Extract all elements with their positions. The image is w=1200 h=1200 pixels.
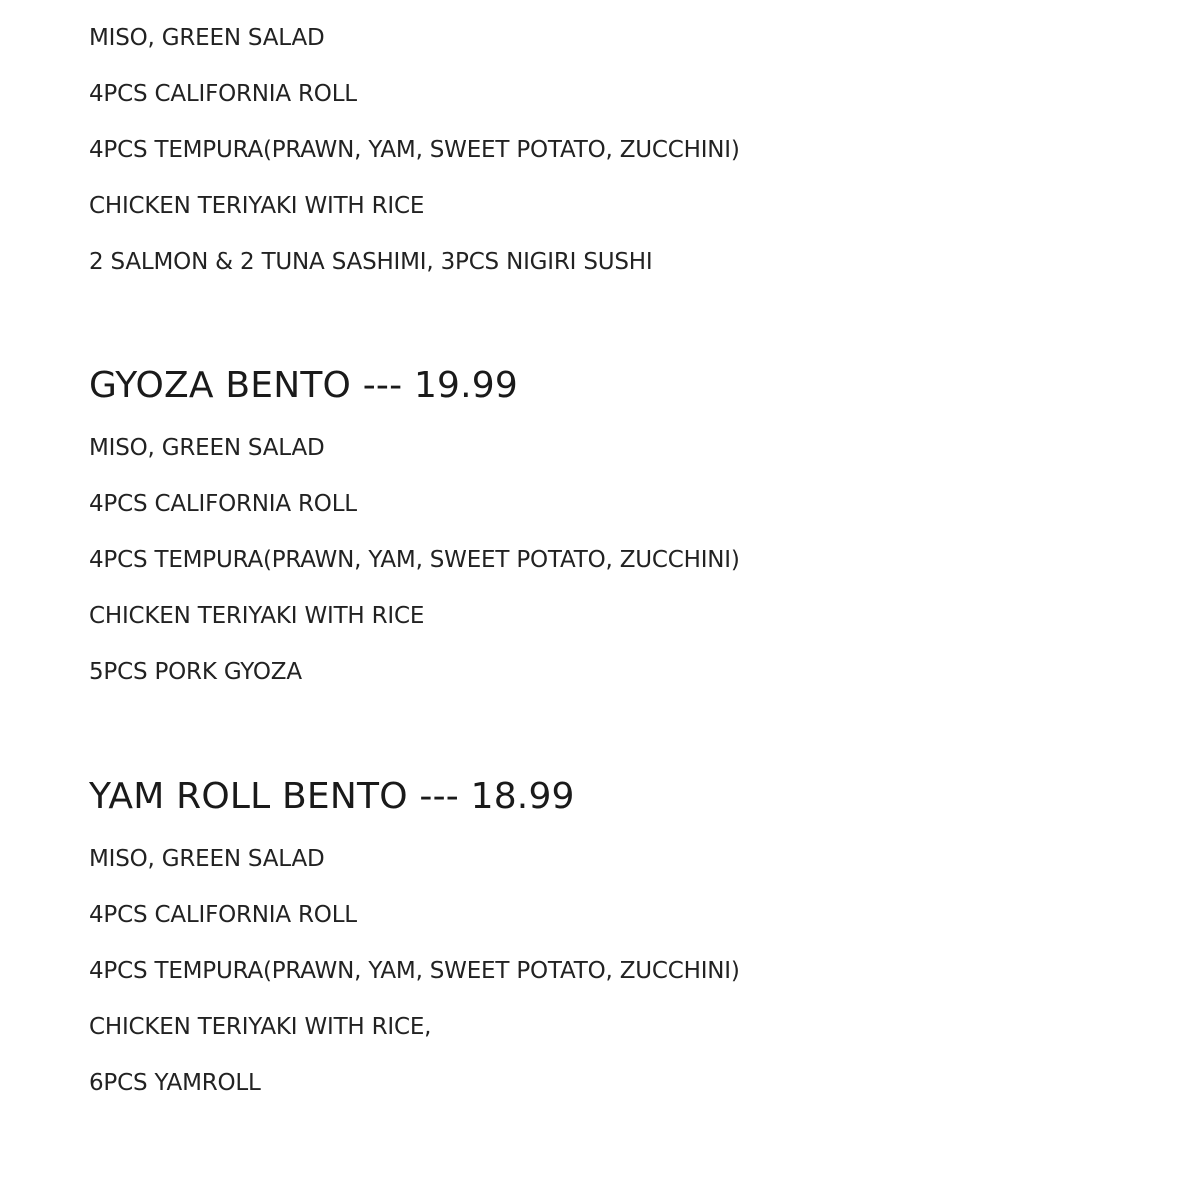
bento-items <box>89 831 1169 1111</box>
menu-item: CHICKEN TERIYAKI WITH RICE, <box>89 1014 432 1040</box>
menu-item: 2 SALMON & 2 TUNA SASHIMI, 3PCS NIGIRI SUSHI <box>89 249 653 275</box>
bento-items <box>89 420 1169 700</box>
menu-item: CHICKEN TERIYAKI WITH RICE <box>89 603 425 629</box>
yam-roll-bento-heading: YAM ROLL BENTO --- 18.99 <box>89 776 575 817</box>
menu-item: MISO, GREEN SALAD <box>89 435 325 461</box>
menu-item: MISO, GREEN SALAD <box>89 846 325 872</box>
menu-item: MISO, GREEN SALAD <box>89 25 325 51</box>
menu-item: CHICKEN TERIYAKI WITH RICE <box>89 193 425 219</box>
menu-item: 4PCS TEMPURA(PRAWN, YAM, SWEET POTATO, ZUCCHINI) <box>89 547 740 573</box>
menu-item: 4PCS CALIFORNIA ROLL <box>89 491 357 517</box>
gyoza-bento-section <box>89 352 1169 700</box>
yam-roll-bento-section <box>89 763 1169 1111</box>
bento-menu <box>89 0 1169 1111</box>
menu-item: 5PCS PORK GYOZA <box>89 659 302 685</box>
menu-item: 4PCS TEMPURA(PRAWN, YAM, SWEET POTATO, ZUCCHINI) <box>89 137 740 163</box>
bento-section-partial <box>89 0 1169 290</box>
menu-item: 4PCS TEMPURA(PRAWN, YAM, SWEET POTATO, ZUCCHINI) <box>89 958 740 984</box>
menu-item: 6PCS YAMROLL <box>89 1070 261 1096</box>
menu-item: 4PCS CALIFORNIA ROLL <box>89 81 357 107</box>
gyoza-bento-heading: GYOZA BENTO --- 19.99 <box>89 365 519 406</box>
menu-item: 4PCS CALIFORNIA ROLL <box>89 902 357 928</box>
bento-items <box>89 10 1169 290</box>
